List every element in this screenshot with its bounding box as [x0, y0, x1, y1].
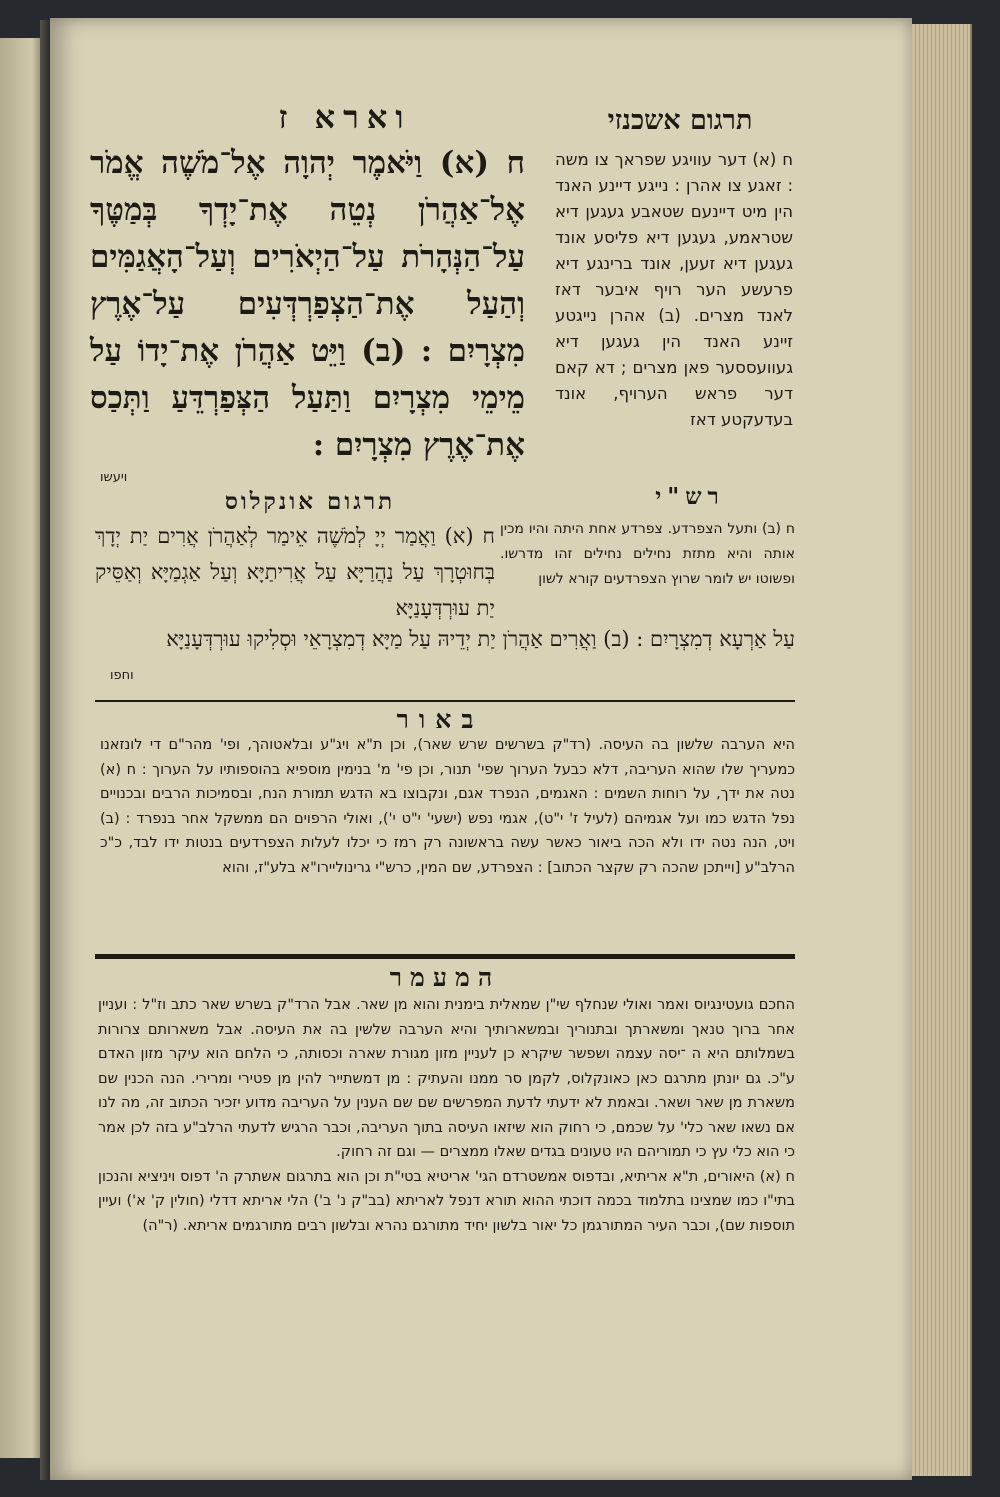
onkelos-heading: תרגום אונקלוס	[224, 488, 396, 515]
yiddish-translation-text: ח (א) דער עוויגע שפראך צו משה : זאגע צו אהרן : נייגע דיינע האנד הין מיט דיינעם שטאבע געגען דיא שטראמע, געגען דיא פליסע אונד געגען דיא זעען, אונד ברינגע דיא פרעשע הער רויף איבער דאז לאנד מצרים. (ב) אהרן נייגטע זיינע האנד הין געגען דיא געוועססער פאן מצרים ; דא קאם דער פראש הערויף, אונד בעדעקטע דאז	[555, 150, 793, 429]
onkelos-text: ח (א) וַאֲמַר יְיָ לְמֹשֶׁה אֵימַר לְאַהֲרֹן אֲרִים יַת יְדָךְ בְּחוּטְרָךְ עַל נַהֲרַיָּא עַל אֲרִיתַיָּא וְעַל אַגְמַיָּא וְאַסֵּיק יַת עוּרְדְּעָנַיָּא	[95, 524, 495, 620]
divider-rule-thick	[95, 954, 795, 959]
catchword: ויעשו	[100, 470, 128, 485]
parasha-running-head: וארא ז	[278, 98, 412, 136]
meamer-heading: המעמר	[389, 963, 501, 992]
meamer-text	[98, 993, 795, 1238]
biur-heading: באור	[396, 705, 484, 734]
meamer-paragraph: החכם גועטינגיוס ואמר ואולי שנחלף שי"ן שמאלית בימנית והוא מן שאר. אבל הרד"ק בשרש שאר כתב וז"ל : ועניין אחר ברוך טנאך ומשארתך ובתנוריך ובמשארותיך והיא הערבה שלשין בה את העיסה. אבל משארותם צרורות בשמלותם היא ה ־יסה עצמה ושפשר שיקרא כן לעניין מזון מגורת שארה וכסותה, כי הלחם הוא עיקר מזון האדם ע"כ. גם יונתן מתרגם כאן כאונקלוס, לקמן סר ממנו והעתיק : מן דמשתייר להין מן פטירי ומרירי. הנה הכנין שם משארת מן שאר ושאר. ובאמת לא ידעתי לדעת המפרשים שם שם הענין על העריבה מדוע יזכיר הכתוב זה, מה לנו אם נשאו שאר כלי' על שכמם, כי רחוק הוא שיזאו העיסה בתוך העריבה, וכבר הרגיש לדעתי הרלב"ע בזה לכן אמר כי הוא כלי עץ כי תמוריהם היו טעונים בגדים שאלו ממצרים — וגם זה רחוק.	[98, 997, 795, 1160]
book-spine	[40, 20, 50, 1480]
onkelos-catchword: וחפו	[110, 668, 134, 683]
page-stack-edge	[912, 24, 972, 1476]
meamer-paragraph: ח (א) היאורים, ת"א אריתיא, ובדפוס אמשטרדם הגי' אריטיא בטי"ת וכן הוא בתרגום אשתרק ה' דפוס ויניציא והנכון בתי"ו כמו שמצינו בתלמוד בכמה דוכתי ההוא תורא דנפל לאריתא (בב"ק נ' ב') הלי אריתא דדלי (חולין ק' א') ועיין תוספות שם), וכבר העיר המתורגמן כל יאור בלשון יחיד מתורגם נהרא ובלשון רבים מתורגמים אריתא. (ר"ה)	[98, 1168, 795, 1234]
divider-rule	[95, 700, 795, 702]
onkelos-continuation: עַל אַרְעָא דְמִצְרָיִם : (ב) וַאֲרִים אַהֲרֹן יַת יְדֵיהּ עַל מַיָּא דְמִצְרָאֵי וּסְלִיקוּ עוּרְדְּעָנַיָּא	[166, 627, 795, 651]
rashi-heading: רש"י	[655, 483, 725, 510]
yiddish-column-title: תרגום אשכנזי	[607, 105, 753, 136]
biur-text: היא הערבה שלשון בה העיסה. (רד"ק בשרשים שרש שאר), וכן ת"א ויג"ע ובלאטוהך, ופי' מהר"ם די לונזאנו כמעריך שלו שהוא העריבה, דלא כבעל הערוך שפי' תנור, וכן פי' מ' בנימין מוספיא בהוספותיו על הערוך : ח (א) נטה את ידך, על רוחות השמים : האגמים, הנפרד אגם, ונקבוצו בא הדגש תמורת הנח, ובסמיכות הרבים ובכנויים נפל הדגש כמו ועל אגמיהם (לעיל ז' י"ט), אגמי נפש (ישעי' י"ט י'), ואולי הרפוים הם ממשקל אחר בנפרד : (ב) ויט, הנה נטה ידו ולא הכה ביאור כאשר עשה בראשונה רק רמז כי יכלו לעלות הצפרדעים בנטות ידו לבד, כ"כ הרלב"ע [וייתכן שהכה רק שקצר הכתוב] : הצפרדע, שם המין, כרש"י גרינוליירו"א בלע"ז, והוא	[100, 737, 795, 876]
facing-page-edge	[0, 38, 41, 1458]
hebrew-scripture-text: ח (א) וַיֹּאמֶר יְהוָה אֶל־מֹשֶׁה אֱמֹר אֶל־אַהֲרֹן נְטֵה אֶת־יָדְךָ בְּמַטֶּךָ עַל־הַנְּהָרֹת עַל־הַיְאֹרִים וְעַל־הָאֲגַמִּים וְהַעַל אֶת־הַצְפַרְדְּעִים עַל־אֶרֶץ מִצְרָיִם : (ב) וַיֵּט אַהֲרֹן אֶת־יָדוֹ עַל מֵימֵי מִצְרָיִם וַתַּעַל הַצְּפַרְדֵּעַ וַתְּכַס אֶת־אֶרֶץ מִצְרָיִם :	[90, 145, 525, 463]
rashi-text: ח (ב) ותעל הצפרדע. צפרדע אחת היתה והיו מכין אותה והיא מתזת נחילים נחילים זהו מדרשו. ופשוטו יש לומר שרוץ הצפרדעים קורא לשון	[500, 521, 795, 587]
